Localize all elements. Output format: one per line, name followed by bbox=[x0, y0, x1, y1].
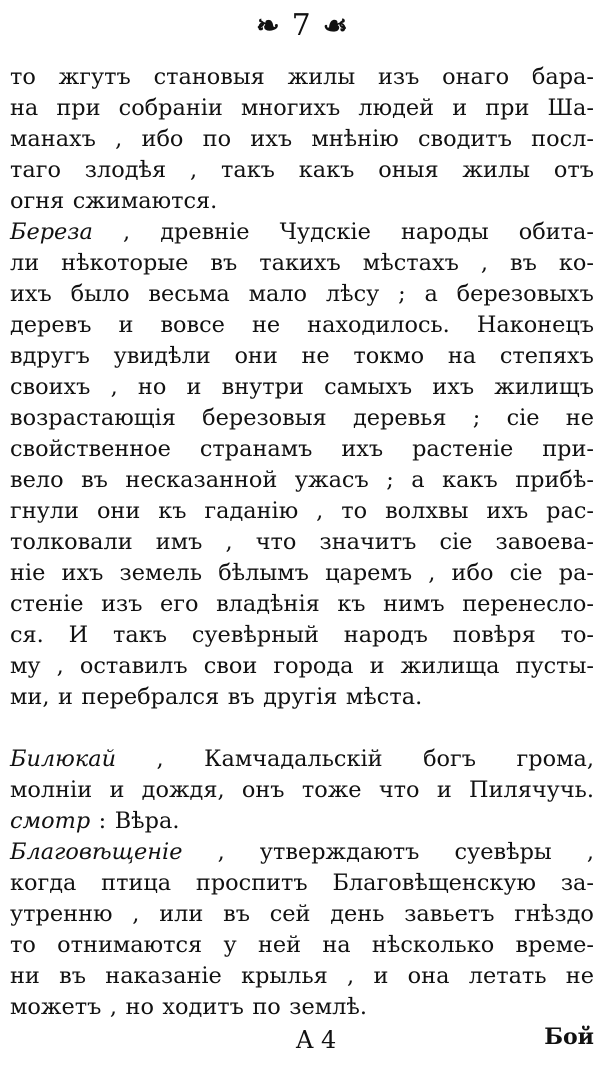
text-word: то bbox=[10, 932, 36, 958]
text-word: самыхъ bbox=[324, 374, 413, 400]
text-word: деревья bbox=[352, 405, 447, 431]
text-word: и bbox=[436, 777, 452, 803]
text-word: ра- bbox=[558, 560, 594, 586]
text-word: находилось. bbox=[307, 312, 450, 338]
text-word: онаго bbox=[442, 64, 510, 90]
entry-headword: Билюкай bbox=[10, 746, 116, 772]
text-word: увидѣли bbox=[113, 343, 211, 369]
text-word: его bbox=[160, 591, 199, 617]
page-header bbox=[0, 8, 604, 60]
text-word: древніе bbox=[160, 219, 250, 245]
text-line bbox=[10, 682, 594, 713]
text-word: къ bbox=[158, 498, 187, 524]
text-word: И bbox=[68, 622, 89, 648]
signature-mark: A 4 bbox=[296, 1026, 337, 1054]
text-word: , bbox=[586, 839, 594, 865]
text-word: му bbox=[10, 653, 41, 679]
text-line bbox=[10, 992, 594, 1023]
text-word: сіе bbox=[439, 529, 473, 555]
text-word: при bbox=[56, 95, 101, 121]
text-word: отъ bbox=[553, 157, 594, 183]
text-word: ся. bbox=[10, 622, 44, 648]
text-line bbox=[10, 465, 594, 496]
text-word: мало bbox=[248, 281, 308, 307]
text-word: а bbox=[424, 281, 438, 307]
text-line bbox=[10, 868, 594, 899]
text-word: нѣсколько bbox=[371, 932, 495, 958]
text-word: крылья bbox=[241, 963, 328, 989]
text-word: сводитъ bbox=[417, 126, 512, 152]
text-line bbox=[10, 775, 594, 806]
text-word: тоже bbox=[301, 777, 362, 803]
text-word: земель bbox=[119, 560, 203, 586]
text-word: на bbox=[322, 932, 351, 958]
text-word: , bbox=[122, 219, 131, 245]
text-word: ибо bbox=[141, 126, 184, 152]
text-word: владѣнія bbox=[216, 591, 320, 617]
text-word: изъ bbox=[101, 591, 143, 617]
text-word: жилищъ bbox=[494, 374, 594, 400]
text-word: не bbox=[301, 343, 330, 369]
text-word: мнѣнію bbox=[311, 126, 399, 152]
text-word: и bbox=[57, 684, 73, 710]
text-word: суевѣры bbox=[454, 839, 552, 865]
text-word: березовыя bbox=[202, 405, 327, 431]
text-word: Камчадальскій bbox=[204, 746, 383, 772]
text-word: завоева- bbox=[495, 529, 594, 555]
text-line bbox=[10, 434, 594, 465]
text-word: многихъ bbox=[240, 95, 341, 121]
text-word: бѣлымъ bbox=[218, 560, 309, 586]
right-ornament-icon: ☙ bbox=[322, 9, 348, 42]
text-line bbox=[10, 124, 594, 155]
text-word: ніе bbox=[10, 560, 46, 586]
text-word: ко- bbox=[558, 250, 594, 276]
text-line bbox=[10, 217, 594, 248]
paragraph-gap bbox=[10, 713, 594, 744]
text-word: несказанной bbox=[125, 467, 278, 493]
text-word: птица bbox=[101, 870, 172, 896]
text-word: и bbox=[118, 312, 134, 338]
text-word: , bbox=[347, 963, 355, 989]
text-word: народы bbox=[400, 219, 489, 245]
text-word: имъ bbox=[155, 529, 203, 555]
text-line bbox=[10, 155, 594, 186]
text-word: Пилячучь. bbox=[469, 777, 594, 803]
text-word: день bbox=[330, 901, 385, 927]
text-word: перебрался bbox=[81, 684, 220, 710]
left-ornament-icon: ❧ bbox=[256, 9, 280, 42]
text-word: не bbox=[565, 963, 594, 989]
text-word: и bbox=[109, 777, 125, 803]
text-word: утверждаютъ bbox=[259, 839, 420, 865]
text-word: ; bbox=[398, 281, 406, 307]
text-word: гнѣздо bbox=[514, 901, 594, 927]
text-word: въ bbox=[227, 684, 255, 710]
text-word: ми, bbox=[10, 684, 50, 710]
text-word: ужасъ bbox=[294, 467, 369, 493]
text-word: огня bbox=[10, 188, 65, 214]
text-word: или bbox=[159, 901, 204, 927]
text-word: , bbox=[316, 498, 324, 524]
page-number: 7 bbox=[291, 8, 311, 43]
text-word: за- bbox=[560, 870, 594, 896]
text-word: ихъ bbox=[61, 560, 104, 586]
text-line bbox=[10, 589, 594, 620]
entry-headword: Благовѣщеніе bbox=[10, 839, 183, 865]
text-word: степяхъ bbox=[499, 343, 594, 369]
text-line bbox=[10, 620, 594, 651]
text-word: свои bbox=[203, 653, 258, 679]
text-word: лѣсу bbox=[325, 281, 380, 307]
text-line bbox=[10, 372, 594, 403]
text-line bbox=[10, 248, 594, 279]
text-word: на bbox=[447, 343, 477, 369]
text-word: людей bbox=[358, 95, 435, 121]
text-word: утренню bbox=[10, 901, 113, 927]
text-word: по bbox=[252, 994, 281, 1020]
text-word: манахъ bbox=[10, 126, 96, 152]
text-word: весьма bbox=[148, 281, 230, 307]
text-word: перенесло- bbox=[462, 591, 594, 617]
text-word: жгутъ bbox=[58, 64, 131, 90]
text-word: , bbox=[109, 994, 118, 1020]
text-word: ибо bbox=[451, 560, 494, 586]
text-word: на bbox=[10, 95, 39, 121]
text-word: но bbox=[125, 994, 154, 1020]
text-word: толковали bbox=[10, 529, 133, 555]
text-line bbox=[10, 651, 594, 682]
text-word: Наконецъ bbox=[476, 312, 594, 338]
entry-headword: Береза bbox=[10, 219, 93, 245]
text-word: ; bbox=[472, 405, 481, 431]
text-word: у bbox=[223, 932, 237, 958]
text-word: ходитъ bbox=[162, 994, 244, 1020]
text-word: проспитъ bbox=[195, 870, 308, 896]
text-word: при- bbox=[542, 436, 594, 462]
text-word: какъ bbox=[298, 157, 355, 183]
text-word: сіе bbox=[509, 560, 543, 586]
text-word: посл- bbox=[531, 126, 594, 152]
text-word: свойственное bbox=[10, 436, 171, 462]
text-word: , bbox=[217, 839, 225, 865]
text-word: въ bbox=[59, 963, 86, 989]
text-word: такихъ bbox=[259, 250, 341, 276]
text-word: когда bbox=[10, 870, 77, 896]
text-word: волхвы bbox=[385, 498, 469, 524]
text-word: молніи bbox=[10, 777, 93, 803]
text-word: токмо bbox=[353, 343, 425, 369]
text-word: стеніе bbox=[10, 591, 84, 617]
catchword: Бой bbox=[544, 1024, 594, 1050]
text-word: грома, bbox=[516, 746, 594, 772]
text-word: города bbox=[273, 653, 354, 679]
text-word: , bbox=[110, 374, 118, 400]
text-word: пусты- bbox=[515, 653, 594, 679]
text-word: , bbox=[428, 560, 436, 586]
text-word: ихъ bbox=[341, 436, 384, 462]
text-word: таго bbox=[10, 157, 61, 183]
text-word: но bbox=[137, 374, 167, 400]
text-word: внутри bbox=[221, 374, 304, 400]
text-word: къ bbox=[337, 591, 366, 617]
text-word: завьетъ bbox=[404, 901, 495, 927]
text-word: жилища bbox=[400, 653, 500, 679]
text-word: наказаніе bbox=[105, 963, 222, 989]
text-word: то bbox=[10, 64, 36, 90]
text-word: нимъ bbox=[383, 591, 445, 617]
text-word: то- bbox=[560, 622, 594, 648]
text-word: землѣ. bbox=[289, 994, 368, 1020]
text-line bbox=[10, 310, 594, 341]
body-text bbox=[10, 62, 594, 1023]
text-word: ихъ bbox=[250, 126, 293, 152]
text-word: не bbox=[565, 405, 594, 431]
text-word: что bbox=[378, 777, 420, 803]
text-line bbox=[10, 62, 594, 93]
text-word: а bbox=[411, 467, 425, 493]
text-word: вело bbox=[10, 467, 64, 493]
text-word: въ bbox=[81, 467, 108, 493]
text-word: нѣкоторые bbox=[61, 250, 189, 276]
text-word: возрастающія bbox=[10, 405, 176, 431]
text-word: вдругъ bbox=[10, 343, 90, 369]
entry-headword: смотр bbox=[10, 808, 91, 834]
text-word: она bbox=[407, 963, 450, 989]
text-word: богъ bbox=[423, 746, 477, 772]
text-word: что bbox=[255, 529, 297, 555]
text-word: ихъ bbox=[486, 498, 529, 524]
text-line bbox=[10, 899, 594, 930]
text-word: сіе bbox=[506, 405, 540, 431]
text-line bbox=[10, 279, 594, 310]
text-word: , bbox=[225, 529, 233, 555]
text-word: становыя bbox=[153, 64, 265, 90]
text-word: , bbox=[115, 126, 123, 152]
text-word: было bbox=[70, 281, 130, 307]
text-word: повѣря bbox=[452, 622, 536, 648]
text-word: отнимаются bbox=[57, 932, 203, 958]
text-word: по bbox=[202, 126, 232, 152]
text-line bbox=[10, 496, 594, 527]
text-word: вовсе bbox=[160, 312, 225, 338]
text-word: и bbox=[452, 95, 468, 121]
text-word: ней bbox=[257, 932, 302, 958]
text-word: и bbox=[369, 653, 385, 679]
text-word: гнули bbox=[10, 498, 79, 524]
text-word: , bbox=[189, 157, 198, 183]
text-word: време- bbox=[515, 932, 594, 958]
text-word: другія bbox=[263, 684, 338, 710]
text-word: онъ bbox=[241, 777, 285, 803]
text-word: ихъ bbox=[432, 374, 475, 400]
text-word: ли bbox=[10, 250, 40, 276]
text-line bbox=[10, 930, 594, 961]
text-line bbox=[10, 527, 594, 558]
text-word: обита- bbox=[518, 219, 594, 245]
text-word: оныя bbox=[378, 157, 439, 183]
text-word: Благовѣщенскую bbox=[332, 870, 537, 896]
text-word: ихъ bbox=[10, 281, 52, 307]
text-line bbox=[10, 961, 594, 992]
text-word: рас- bbox=[546, 498, 594, 524]
text-word: злодѣя bbox=[84, 157, 167, 183]
text-word: , bbox=[480, 250, 488, 276]
text-word: то bbox=[341, 498, 368, 524]
text-word: , bbox=[156, 746, 164, 772]
text-word: въ bbox=[510, 250, 537, 276]
text-line bbox=[10, 186, 594, 217]
text-word: и bbox=[373, 963, 389, 989]
text-word: Ша- bbox=[547, 95, 594, 121]
text-word: прибѣ- bbox=[515, 467, 594, 493]
text-word: летать bbox=[468, 963, 547, 989]
text-word: собраніи bbox=[118, 95, 223, 121]
text-word: царемъ bbox=[325, 560, 413, 586]
text-word: жилы bbox=[287, 64, 356, 90]
text-word: сжимаются. bbox=[72, 188, 218, 214]
text-word: Вѣра. bbox=[114, 808, 180, 834]
text-word: оставилъ bbox=[79, 653, 188, 679]
text-word: они bbox=[234, 343, 278, 369]
text-word: деревъ bbox=[10, 312, 92, 338]
text-word: ни bbox=[10, 963, 40, 989]
text-word: дождя, bbox=[141, 777, 225, 803]
text-word: мѣстахъ bbox=[362, 250, 459, 276]
text-word: растеніе bbox=[412, 436, 514, 462]
text-word: такъ bbox=[220, 157, 275, 183]
text-word: народъ bbox=[343, 622, 428, 648]
text-word: они bbox=[96, 498, 141, 524]
text-word: и bbox=[186, 374, 202, 400]
text-word: такъ bbox=[113, 622, 167, 648]
text-line bbox=[10, 744, 594, 775]
text-word: не bbox=[251, 312, 281, 338]
page-footer bbox=[0, 1022, 604, 1062]
text-word: ; bbox=[386, 467, 394, 493]
text-word: странамъ bbox=[199, 436, 313, 462]
text-line bbox=[10, 403, 594, 434]
text-word: : bbox=[98, 808, 107, 834]
text-word: сей bbox=[269, 901, 311, 927]
text-word: гаданію bbox=[204, 498, 299, 524]
text-word: березовыхъ bbox=[456, 281, 594, 307]
text-word: суевѣрный bbox=[191, 622, 319, 648]
text-word: при bbox=[485, 95, 530, 121]
text-word: какъ bbox=[442, 467, 498, 493]
text-line bbox=[10, 558, 594, 589]
text-word: жилы bbox=[462, 157, 530, 183]
text-word: Чудскіе bbox=[279, 219, 371, 245]
text-line bbox=[10, 837, 594, 868]
text-word: изъ bbox=[377, 64, 420, 90]
text-word: въ bbox=[210, 250, 238, 276]
text-word: , bbox=[56, 653, 64, 679]
text-word: своихъ bbox=[10, 374, 91, 400]
text-word: въ bbox=[223, 901, 250, 927]
text-word: можетъ bbox=[10, 994, 102, 1020]
text-word: значитъ bbox=[319, 529, 417, 555]
text-line bbox=[10, 93, 594, 124]
text-line bbox=[10, 341, 594, 372]
text-line bbox=[10, 806, 594, 837]
text-word: мѣста. bbox=[345, 684, 423, 710]
text-word: бара- bbox=[531, 64, 594, 90]
text-word: , bbox=[132, 901, 140, 927]
